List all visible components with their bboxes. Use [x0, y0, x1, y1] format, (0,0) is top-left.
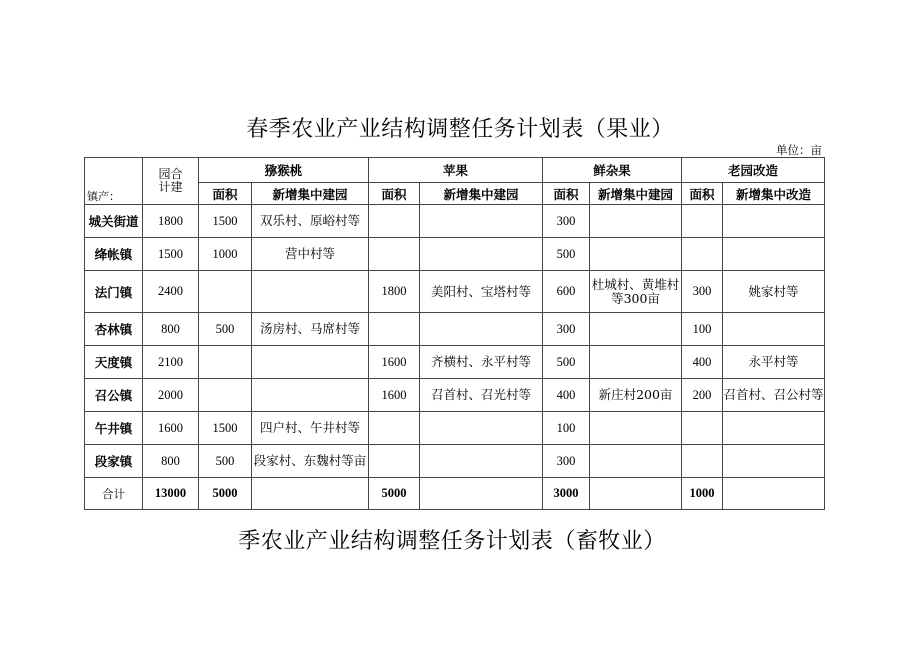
- header-corner: [85, 158, 143, 205]
- sum-kiwi-new: [252, 478, 369, 510]
- row-kiwi-area: 500: [199, 445, 252, 478]
- table-row: [85, 445, 825, 478]
- sum-row: [85, 478, 825, 510]
- unit-label: 单位：亩: [776, 143, 822, 157]
- row-kiwi-area: [199, 346, 252, 379]
- row-old-new: 姚家村等: [723, 271, 825, 313]
- row-apple-area: [369, 205, 420, 238]
- row-total: 2000: [143, 379, 199, 412]
- row-apple-new: [420, 445, 543, 478]
- row-old-new: 永平村等: [723, 346, 825, 379]
- row-kiwi-new: 双乐村、原峪村等: [252, 205, 369, 238]
- row-kiwi-area: 1500: [199, 205, 252, 238]
- row-apple-area: [369, 313, 420, 346]
- header-old-area: 面积: [682, 183, 723, 205]
- row-old-area: 400: [682, 346, 723, 379]
- header-apple-area: 面积: [369, 183, 420, 205]
- sum-label: 合计: [85, 478, 143, 510]
- row-total: 1800: [143, 205, 199, 238]
- sum-apple-new: [420, 478, 543, 510]
- row-apple-area: [369, 445, 420, 478]
- header-kiwi-area: 面积: [199, 183, 252, 205]
- header-misc-new: 新增集中建园: [590, 183, 682, 205]
- row-old-area: [682, 412, 723, 445]
- header-group-kiwi: 猕猴桃: [199, 158, 369, 183]
- sum-kiwi-area: 5000: [199, 478, 252, 510]
- row-total: 1600: [143, 412, 199, 445]
- row-kiwi-new: [252, 346, 369, 379]
- row-misc-new: [590, 412, 682, 445]
- row-total: 800: [143, 445, 199, 478]
- row-kiwi-new: [252, 271, 369, 313]
- row-town: 法门镇: [85, 271, 143, 313]
- row-apple-area: 1600: [369, 379, 420, 412]
- header-group-misc-fruit: 鲜杂果: [543, 158, 682, 183]
- row-misc-area: 300: [543, 205, 590, 238]
- row-total: 2400: [143, 271, 199, 313]
- sum-apple-area: 5000: [369, 478, 420, 510]
- row-old-area: [682, 238, 723, 271]
- row-misc-area: 600: [543, 271, 590, 313]
- table-row: [85, 313, 825, 346]
- row-misc-area: 500: [543, 346, 590, 379]
- row-town: 绛帐镇: [85, 238, 143, 271]
- row-misc-new: [590, 313, 682, 346]
- row-kiwi-area: 1000: [199, 238, 252, 271]
- row-old-area: [682, 445, 723, 478]
- sum-total: 13000: [143, 478, 199, 510]
- row-old-area: 300: [682, 271, 723, 313]
- row-kiwi-new: 汤房村、马席村等: [252, 313, 369, 346]
- row-total: 2100: [143, 346, 199, 379]
- row-apple-new: [420, 313, 543, 346]
- header-apple-new: 新增集中建园: [420, 183, 543, 205]
- row-apple-new: 齐横村、永平村等: [420, 346, 543, 379]
- row-town: 杏林镇: [85, 313, 143, 346]
- fruit-plan-table: [84, 157, 825, 510]
- row-misc-area: 500: [543, 238, 590, 271]
- row-old-area: [682, 205, 723, 238]
- sum-old-new: [723, 478, 825, 510]
- row-old-area: 100: [682, 313, 723, 346]
- section-title-livestock: 季农业产业结构调整任务计划表（畜牧业）: [238, 529, 666, 554]
- row-apple-new: [420, 412, 543, 445]
- header-misc-area: 面积: [543, 183, 590, 205]
- row-apple-new: 美阳村、宝塔村等: [420, 271, 543, 313]
- row-old-new: [723, 205, 825, 238]
- header-total-label: 园合计建: [158, 167, 183, 194]
- row-apple-area: [369, 412, 420, 445]
- row-town: 城关街道: [85, 205, 143, 238]
- row-kiwi-area: [199, 379, 252, 412]
- table-row: [85, 271, 825, 313]
- row-old-new: [723, 412, 825, 445]
- row-misc-area: 100: [543, 412, 590, 445]
- row-town: 段家镇: [85, 445, 143, 478]
- header-old-renovate: 新增集中改造: [723, 183, 825, 205]
- row-kiwi-new: 四户村、午井村等: [252, 412, 369, 445]
- table-row: [85, 238, 825, 271]
- row-misc-new: 杜城村、黄堆村等300亩: [590, 271, 682, 313]
- sum-misc-area: 3000: [543, 478, 590, 510]
- table-row: [85, 379, 825, 412]
- sum-old-area: 1000: [682, 478, 723, 510]
- table-row: [85, 412, 825, 445]
- table-row: [85, 346, 825, 379]
- row-kiwi-area: 1500: [199, 412, 252, 445]
- row-apple-new: 召首村、召光村等: [420, 379, 543, 412]
- row-misc-area: 300: [543, 313, 590, 346]
- row-town: 午井镇: [85, 412, 143, 445]
- row-old-area: 200: [682, 379, 723, 412]
- table-row: [85, 205, 825, 238]
- row-apple-area: [369, 238, 420, 271]
- row-old-new: [723, 313, 825, 346]
- row-town: 召公镇: [85, 379, 143, 412]
- header-kiwi-new: 新增集中建园: [252, 183, 369, 205]
- row-apple-area: 1800: [369, 271, 420, 313]
- row-misc-new: [590, 238, 682, 271]
- row-kiwi-area: 500: [199, 313, 252, 346]
- row-old-new: [723, 238, 825, 271]
- row-kiwi-new: 段家村、东魏村等亩: [252, 445, 369, 478]
- row-total: 800: [143, 313, 199, 346]
- header-corner-label: 镇产：: [87, 190, 120, 203]
- row-misc-new: [590, 205, 682, 238]
- row-kiwi-new: 营中村等: [252, 238, 369, 271]
- header-group-old-orchard: 老园改造: [682, 158, 825, 183]
- sum-misc-new: [590, 478, 682, 510]
- row-apple-new: [420, 205, 543, 238]
- row-old-new: 召首村、召公村等: [723, 379, 825, 412]
- row-town: 天度镇: [85, 346, 143, 379]
- row-total: 1500: [143, 238, 199, 271]
- row-misc-new: [590, 445, 682, 478]
- row-kiwi-new: [252, 379, 369, 412]
- row-apple-area: 1600: [369, 346, 420, 379]
- row-misc-area: 300: [543, 445, 590, 478]
- header-group-apple: 苹果: [369, 158, 543, 183]
- row-old-new: [723, 445, 825, 478]
- row-misc-new: 新庄村200亩: [590, 379, 682, 412]
- row-misc-area: 400: [543, 379, 590, 412]
- row-apple-new: [420, 238, 543, 271]
- header-row-groups: [85, 158, 825, 183]
- row-misc-new: [590, 346, 682, 379]
- header-total: [143, 158, 199, 205]
- page-title: 春季农业产业结构调整任务计划表（果业）: [246, 117, 674, 142]
- row-kiwi-area: [199, 271, 252, 313]
